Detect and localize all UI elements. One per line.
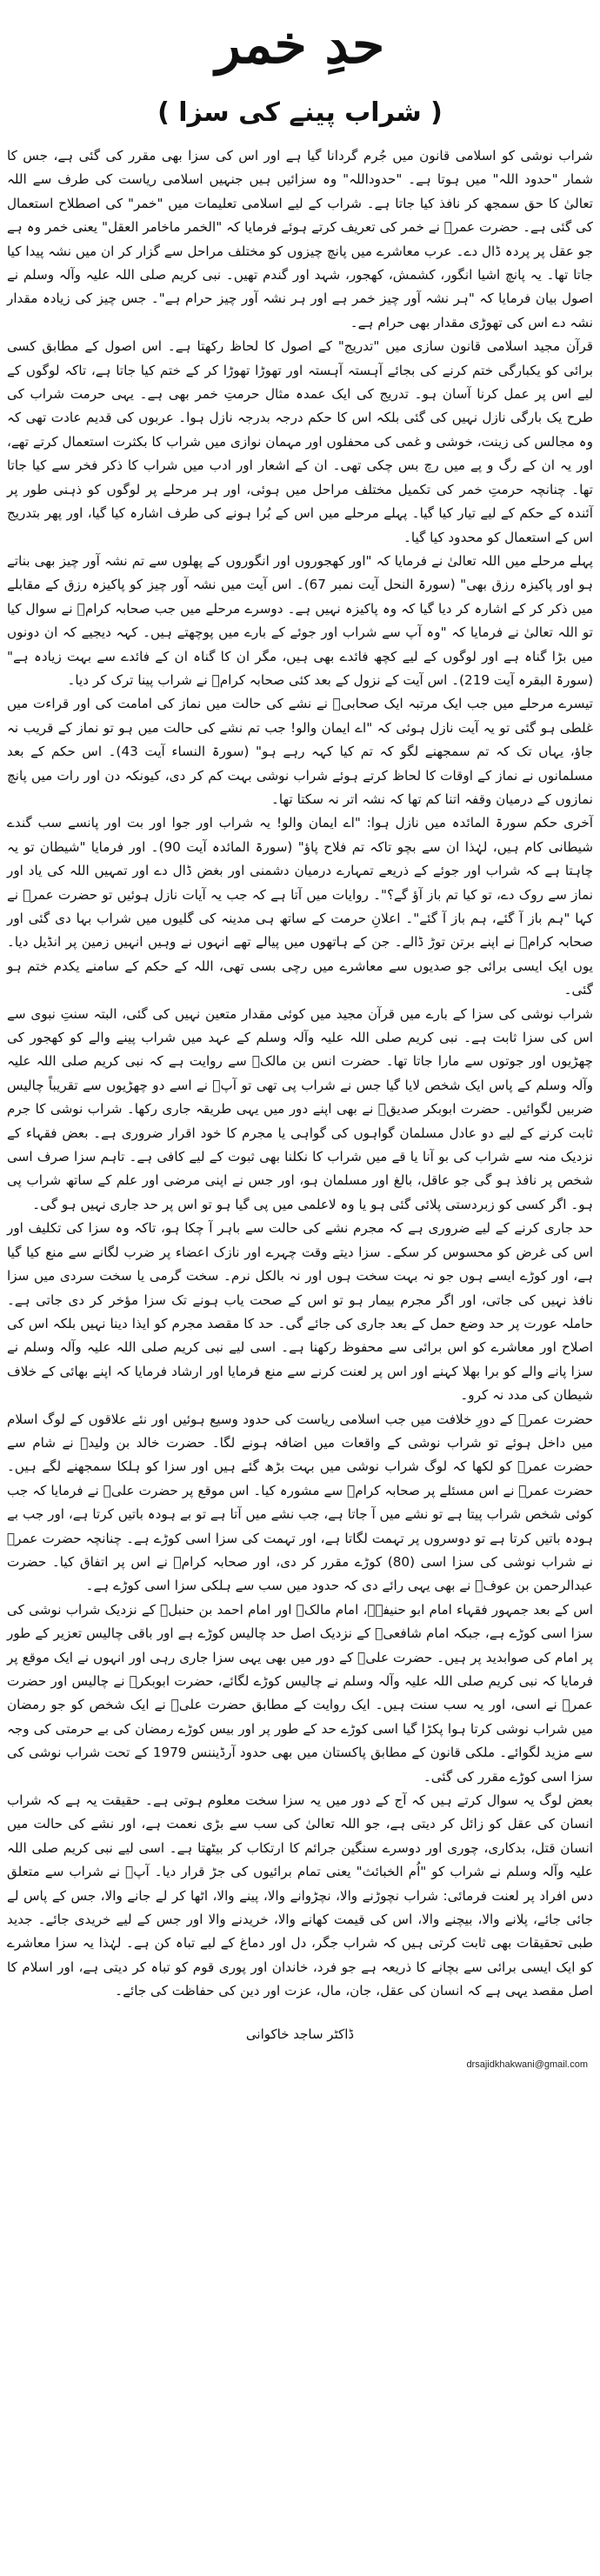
article-paragraph: شراب نوشی کو اسلامی قانون میں جُرم گردانا گیا ہے اور اس کی سزا بھی مقرر کی گئی ہے، جس کا شمار "حدود اللہ" میں ہوتا ہے۔ "حدوداللہ" وہ سزائیں ہیں جنہیں اسلامی ریاست کی طرف سے اللہ تعالیٰ کا حق سمجھ کر نافذ کیا جاتا ہے۔ شراب کے لیے اسلامی تعلیمات میں "خمر" کی اصطلاح استعمال کی گئی ہے۔ حضرت عمرؓ نے خمر کی تعریف کرتے ہوئے فرمایا کہ "الخمر ماخامر العقل" یعنی خمر وہ ہے جو عقل پر پردہ ڈال دے۔ عرب معاشرے میں پانچ چیزوں کو مختلف مراحل سے گزار کر ان میں نشہ پیدا کیا جاتا تھا۔ یہ پانچ اشیا انگور، کشمش، کھجور، شہد اور گندم تھیں۔ نبی کریم صلی اللہ علیہ وآلہ وسلم نے اصول بیان فرمایا کہ "ہر نشہ آور چیز خمر ہے اور ہر نشہ آور چیز حرام ہے"۔ جس چیز کی زیادہ مقدار نشہ دے اس کی تھوڑی مقدار بھی حرام ہے۔ [7, 148, 593, 330]
article-subtitle: ( شراب پینے کی سزا ) [157, 97, 443, 128]
article-paragraph: شراب نوشی کی سزا کے بارے میں قرآن مجید میں کوئی مقدار متعین نہیں کی گئی، البتہ سنتِ نبوی سے اس کی سزا ثابت ہے۔ نبی کریم صلی اللہ علیہ وآلہ وسلم کے عہد میں شراب پینے والے کو کھجور کی چھڑیوں اور جوتوں سے مارا جاتا تھا۔ حضرت انس بن مالکؓ سے روایت ہے کہ نبی کریم صلی اللہ علیہ وآلہ وسلم کے پاس ایک شخص لایا گیا جس نے شراب پی تھی تو آپؐ نے اسے دو چھڑیوں سے تقریباً چالیس ضربیں لگوائیں۔ حضرت ابوبکر صدیقؓ نے بھی اپنے دور میں یہی طریقہ جاری رکھا۔ شراب نوشی کا جرم ثابت کرنے کے لیے دو عادل مسلمان گواہوں کی گواہی یا مجرم کا خود اقرار ضروری ہے۔ بعض فقہاء کے نزدیک منہ سے شراب کی بو آنا یا قے میں شراب کا نکلنا بھی ثبوت کے لیے کافی ہے۔ تاہم سزا صرف اسی شخص پر نافذ ہو گی جو عاقل، بالغ اور مسلمان ہو، اور جس نے اپنی مرضی اور علم کے ساتھ شراب پی ہو۔ اگر کسی کو زبردستی پلائی گئی ہو یا وہ لاعلمی میں پی گیا ہو تو اس پر حد جاری نہیں ہو گی۔ [7, 1005, 593, 1212]
author-email[interactable]: drsajidkhakwani@gmail.com [466, 2059, 588, 2070]
article-paragraph: قرآن مجید اسلامی قانون سازی میں "تدریج" کے اصول کا لحاظ رکھتا ہے۔ اس اصول کے مطابق کسی برائی کو یکبارگی ختم کرنے کی بجائے آہستہ آہستہ اور تھوڑا تھوڑا کر کے ختم کیا جاتا ہے، تاکہ لوگوں کے لیے اس پر عمل کرنا آسان ہو۔ تدریج کی ایک عمدہ مثال حرمتِ خمر بھی ہے۔ یہی حرمت شراب کی طرح یک بارگی نازل نہیں کی گئی بلکہ اس کا حکم درجہ بدرجہ نازل ہوا۔ عربوں کی قدیم عادت تھی کہ وہ مجالس کی زینت، خوشی و غمی کی محفلوں اور مہمان نوازی میں شراب کا بکثرت استعمال کرتے تھے، اور یہ ان کے رگ و پے میں رچ بس چکی تھی۔ ان کے اشعار اور ادب میں شراب کا ذکر فخر سے کیا جاتا تھا۔ چنانچہ حرمتِ خمر کی تکمیل مختلف مراحل میں ہوئی، اور ہر مرحلے پر لوگوں کو ذہنی طور پر آئندہ کے حکم کے لیے تیار کیا گیا۔ پہلے مرحلے میں اس کے بُرا ہونے کی طرف اشارہ کیا گیا، اور پھر بتدریج اس کے استعمال کو محدود کیا گیا۔ [7, 338, 593, 545]
article-paragraph: پہلے مرحلے میں اللہ تعالیٰ نے فرمایا کہ "اور کھجوروں اور انگوروں کے پھلوں سے تم نشہ آور چیز بھی بناتے ہو اور پاکیزہ رزق بھی" (سورۃ النحل آیت نمبر 67)۔ اس آیت میں نشہ آور چیز کو پاکیزہ رزق کے مقابلے میں ذکر کر کے اشارہ کر دیا گیا کہ وہ پاکیزہ نہیں ہے۔ دوسرے مرحلے میں جب صحابہ کرامؓ نے سوال کیا تو اللہ تعالیٰ نے فرمایا کہ "وہ آپ سے شراب اور جوئے کے بارے میں پوچھتے ہیں۔ کہہ دیجیے کہ ان دونوں میں بڑا گناہ ہے اور لوگوں کے لیے کچھ فائدے بھی ہیں، مگر ان کا گناہ ان کے فائدے سے بہت زیادہ ہے" (سورۃ البقرہ آیت 219)۔ اس آیت کے نزول کے بعد کئی صحابہ کرامؓ نے شراب پینا ترک کر دیا۔ [7, 552, 593, 688]
article-paragraph: آخری حکم سورۃ المائدہ میں نازل ہوا: "اے ایمان والو! یہ شراب اور جوا اور بت اور پانسے سب گندے شیطانی کام ہیں، لہٰذا ان سے بچو تاکہ تم فلاح پاؤ" (سورۃ المائدہ آیت 90)۔ اور فرمایا "شیطان تو یہ چاہتا ہے کہ شراب اور جوئے کے ذریعے تمہارے درمیان دشمنی اور بغض ڈال دے اور تمہیں اللہ کی یاد اور نماز سے روک دے، تو کیا تم باز آؤ گے؟"۔ روایات میں آتا ہے کہ جب یہ آیات نازل ہوئیں تو حضرت عمرؓ نے کہا "ہم باز آ گئے، ہم باز آ گئے"۔ اعلانِ حرمت کے ساتھ ہی مدینہ کی گلیوں میں شراب بہا دی گئی اور صحابہ کرامؓ نے اپنے برتن توڑ ڈالے۔ جن کے ہاتھوں میں پیالے تھے انہوں نے وہیں انہیں زمین پر انڈیل دیا۔ یوں ایک ایسی برائی جو صدیوں سے معاشرے میں رچی بسی تھی، اللہ کے حکم کے سامنے یکدم ختم ہو گئی۔ [7, 815, 593, 998]
article-title: حدِ خمر [215, 15, 385, 76]
article-paragraph: اس کے بعد جمہور فقہاء امام ابو حنیفہؒ، امام مالکؒ اور امام احمد بن حنبلؒ کے نزدیک شراب نوشی کی سزا اسی کوڑے ہے، جبکہ امام شافعیؒ کے نزدیک اصل حد چالیس کوڑے ہے اور باقی چالیس تعزیر کے طور پر امام کی صوابدید پر ہیں۔ حضرت علیؓ کے دور میں بھی یہی سزا جاری رہی اور انہوں نے ایک موقع پر فرمایا کہ نبی کریم صلی اللہ علیہ وآلہ وسلم نے چالیس کوڑے لگائے، حضرت ابوبکرؓ نے چالیس اور حضرت عمرؓ نے اسی، اور یہ سب سنت ہیں۔ ایک روایت کے مطابق حضرت علیؓ نے ایک شخص کو جو رمضان میں شراب نوشی کرتا ہوا پکڑا گیا اسی کوڑے حد کے طور پر اور بیس کوڑے رمضان کی بے حرمتی کی وجہ سے مزید لگوائے۔ ملکی قانون کے مطابق پاکستان میں بھی حدود آرڈیننس 1979 کے تحت شراب نوشی کی سزا اسی کوڑے مقرر کی گئی۔ [7, 1601, 593, 1785]
article-paragraph: حضرت عمرؓ کے دورِ خلافت میں جب اسلامی ریاست کی حدود وسیع ہوئیں اور نئے علاقوں کے لوگ اسلام میں داخل ہوئے تو شراب نوشی کے واقعات میں اضافہ ہونے لگا۔ حضرت خالد بن ولیدؓ نے شام سے حضرت عمرؓ کو لکھا کہ لوگ شراب نوشی میں بہت بڑھ گئے ہیں اور سزا کو ہلکا سمجھنے لگے ہیں۔ حضرت عمرؓ نے اس مسئلے پر صحابہ کرامؓ سے مشورہ کیا۔ اس موقع پر حضرت علیؓ نے فرمایا کہ جب کوئی شخص شراب پیتا ہے تو نشے میں آ جاتا ہے، جب نشے میں آتا ہے تو بے ہودہ باتیں کرتا ہے، اور جب بے ہودہ باتیں کرتا ہے تو دوسروں پر تہمت لگاتا ہے، اور تہمت کی سزا اسی کوڑے ہے۔ چنانچہ حضرت عمرؓ نے شراب نوشی کی سزا اسی (80) کوڑے مقرر کر دی، اور صحابہ کرامؓ نے اس پر اتفاق کیا۔ حضرت عبدالرحمن بن عوفؓ نے بھی یہی رائے دی کہ حدود میں سب سے ہلکی سزا اسی کوڑے ہے۔ [7, 1411, 593, 1594]
article-paragraph: حد جاری کرنے کے لیے ضروری ہے کہ مجرم نشے کی حالت سے باہر آ چکا ہو، تاکہ وہ سزا کی تکلیف اور اس کی غرض کو محسوس کر سکے۔ سزا دیتے وقت چہرے اور نازک اعضاء پر ضرب لگانے سے منع کیا گیا ہے، اور کوڑے ایسے ہوں جو نہ بہت سخت ہوں اور نہ بالکل نرم۔ سخت گرمی یا سخت سردی میں سزا نافذ نہیں کی جاتی، اور اگر مجرم بیمار ہو تو اس کے صحت یاب ہونے تک سزا مؤخر کر دی جاتی ہے۔ حاملہ عورت پر حد وضع حمل کے بعد جاری کی جائے گی۔ حد کا مقصد مجرم کو ایذا دینا نہیں بلکہ اس کی اصلاح اور معاشرے کو اس برائی سے محفوظ رکھنا ہے۔ اسی لیے نبی کریم صلی اللہ علیہ وآلہ وسلم نے سزا پانے والے کو برا بھلا کہنے اور اس پر لعنت کرنے سے منع فرمایا اور ارشاد فرمایا کہ اپنے بھائی کے خلاف شیطان کی مدد نہ کرو۔ [7, 1220, 593, 1404]
article-body [7, 144, 593, 2004]
article-paragraph: بعض لوگ یہ سوال کرتے ہیں کہ آج کے دور میں یہ سزا سخت معلوم ہوتی ہے۔ حقیقت یہ ہے کہ شراب انسان کی عقل کو زائل کر دیتی ہے، جو اللہ تعالیٰ کی سب سے بڑی نعمت ہے، اور نشے کی حالت میں انسان قتل، بدکاری، چوری اور دوسرے سنگین جرائم کا ارتکاب کر بیٹھتا ہے۔ اسی لیے نبی کریم صلی اللہ علیہ وآلہ وسلم نے شراب کو "اُم الخبائث" یعنی تمام برائیوں کی جڑ قرار دیا۔ آپؐ نے شراب سے متعلق دس افراد پر لعنت فرمائی: شراب نچوڑنے والا، نچڑوانے والا، پینے والا، اٹھا کر لے جانے والا، جس کے پاس لے جائی جائے، پلانے والا، بیچنے والا، اس کی قیمت کھانے والا، خریدنے والا اور جس کے لیے خریدی جائے۔ جدید طبی تحقیقات بھی ثابت کرتی ہیں کہ شراب جگر، دل اور دماغ کے لیے تباہ کن ہے۔ لہٰذا یہ سزا معاشرے کو ایک ایسی برائی سے بچانے کا ذریعہ ہے جو فرد، خاندان اور پوری قوم کو تباہ کر دیتی ہے، اور اسلام کا اصل مقصد یہی ہے کہ انسان کی عقل، جان، مال، عزت اور دین کی حفاظت کی جائے۔ [7, 1792, 593, 1999]
author-byline: ڈاکٹر ساجد خاکوانی [245, 2025, 355, 2042]
article-paragraph: تیسرے مرحلے میں جب ایک مرتبہ ایک صحابیؓ نے نشے کی حالت میں نماز کی امامت کی اور قراءت میں غلطی ہو گئی تو یہ آیت نازل ہوئی کہ "اے ایمان والو! جب تم نشے کی حالت میں ہو تو نماز کے قریب نہ جاؤ، یہاں تک کہ تم سمجھنے لگو کہ تم کیا کہہ رہے ہو" (سورۃ النساء آیت 43)۔ اس حکم کے بعد مسلمانوں نے نماز کے اوقات کا لحاظ کرتے ہوئے شراب نوشی بہت کم کر دی، کیونکہ دن اور رات میں پانچ نمازوں کے درمیان وقفہ اتنا کم تھا کہ نشہ اتر نہ سکتا تھا۔ [7, 696, 593, 807]
